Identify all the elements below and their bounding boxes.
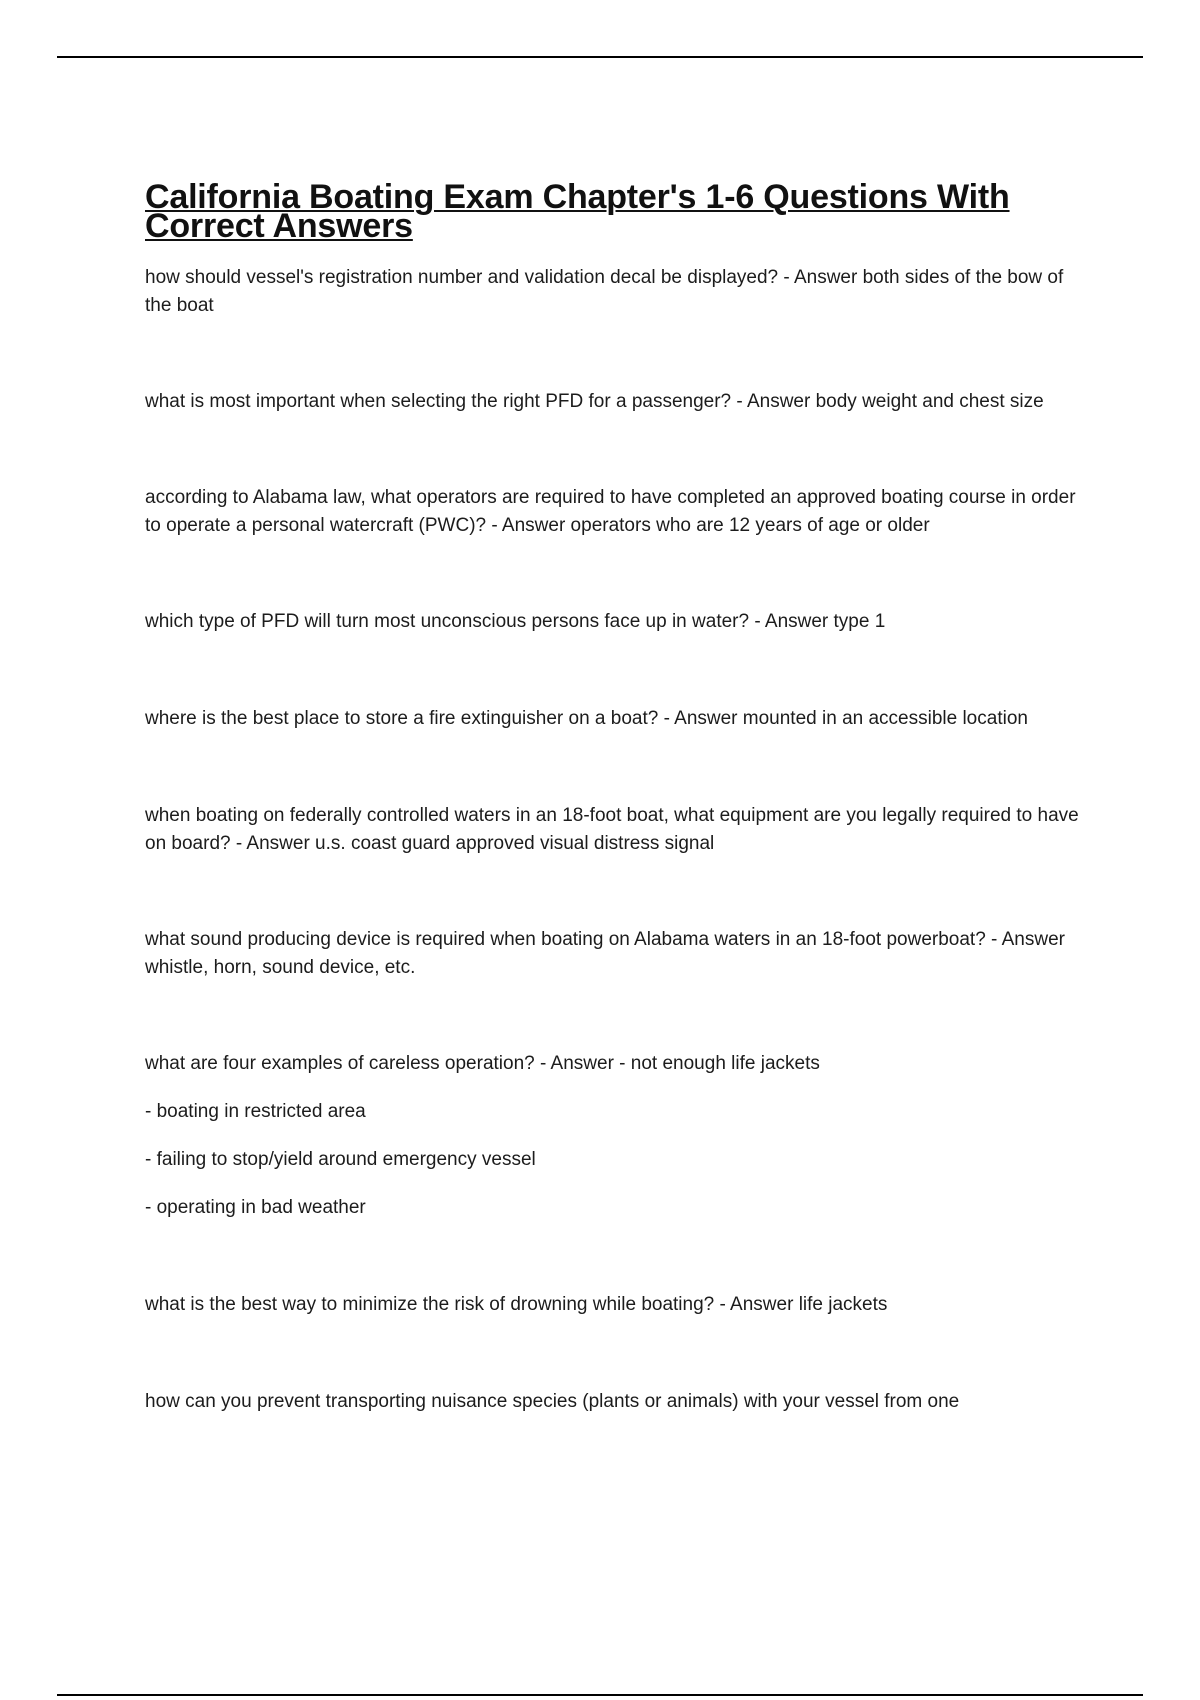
qa-item <box>145 264 1090 320</box>
document-body <box>145 178 1090 1416</box>
qa-text: what is the best way to minimize the risk of drowning while boating? - Answer life jackets <box>145 1294 888 1315</box>
top-rule <box>57 56 1143 58</box>
qa-text: what are four examples of careless operation? - Answer - not enough life jackets <box>145 1053 820 1074</box>
qa-item <box>145 1050 1090 1222</box>
qa-text: what sound producing device is required when boating on Alabama waters in an 18-foot powerboat? - Answer whistle, horn, sound device, etc. <box>145 929 1065 978</box>
qa-text: how should vessel's registration number and validation decal be displayed? - Answer both sides of the bow of the boat <box>145 267 1064 316</box>
qa-item <box>145 1291 1090 1319</box>
qa-item <box>145 1388 1090 1416</box>
qa-item <box>145 608 1090 636</box>
qa-list <box>145 264 1090 1416</box>
qa-text: which type of PFD will turn most unconscious persons face up in water? - Answer type 1 <box>145 611 886 632</box>
qa-text: what is most important when selecting the right PFD for a passenger? - Answer body weight and chest size <box>145 391 1044 412</box>
qa-continuation-line: - failing to stop/yield around emergency vessel <box>145 1149 536 1170</box>
bottom-rule <box>57 1694 1143 1696</box>
qa-text: how can you prevent transporting nuisance species (plants or animals) with your vessel from one <box>145 1391 960 1412</box>
qa-item <box>145 484 1090 540</box>
qa-item <box>145 705 1090 733</box>
document-title: California Boating Exam Chapter's 1-6 Questions With Correct Answers <box>145 178 1010 245</box>
qa-continuation-line: - operating in bad weather <box>145 1197 366 1218</box>
qa-item <box>145 388 1090 416</box>
qa-item <box>145 802 1090 858</box>
qa-text: when boating on federally controlled waters in an 18-foot boat, what equipment are you legally required to have on board? - Answer u.s. coast guard approved visual distress signal <box>145 805 1079 854</box>
qa-text: where is the best place to store a fire extinguisher on a boat? - Answer mounted in an accessible location <box>145 708 1028 729</box>
qa-item <box>145 926 1090 982</box>
qa-continuation-line: - boating in restricted area <box>145 1101 366 1122</box>
qa-text: according to Alabama law, what operators are required to have completed an approved boating course in order to operate a personal watercraft (PWC)? - Answer operators who are 12 years of age or older <box>145 487 1076 536</box>
